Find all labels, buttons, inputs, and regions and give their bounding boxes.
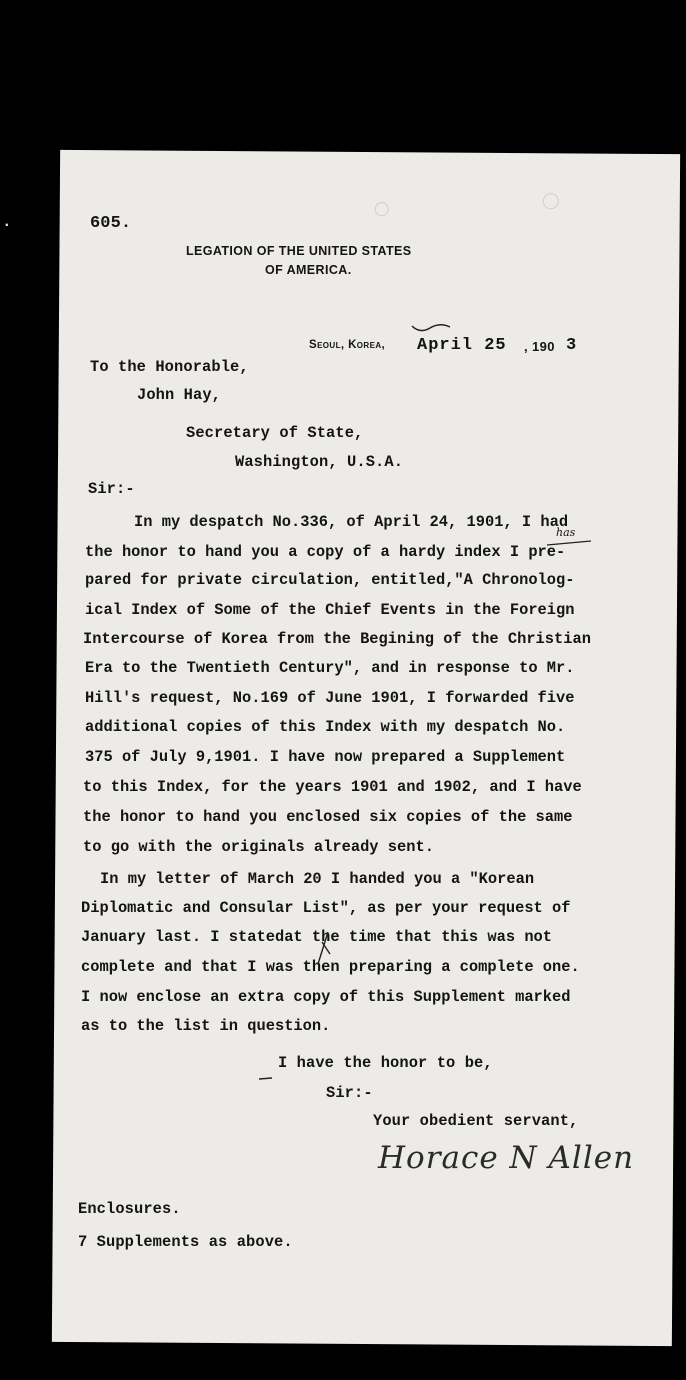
- insertion-mark: [308, 930, 336, 966]
- enclosures-label: Enclosures.: [78, 1200, 181, 1218]
- dateline-year-prefix: , 190: [524, 339, 555, 354]
- address-line1: To the Honorable,: [90, 358, 249, 376]
- body-line: ical Index of Some of the Chief Events in the Foreign: [85, 601, 575, 619]
- dateline-place: Seoul, Korea,: [309, 339, 386, 351]
- despatch-number: 605.: [90, 214, 132, 233]
- page-edge-mark: .: [2, 213, 12, 231]
- body-line: 375 of July 9,1901. I have now prepared a Supplement: [85, 748, 566, 766]
- body-line: I now enclose an extra copy of this Supplement marked: [81, 988, 571, 1006]
- closing-line1: I have the honor to be,: [278, 1054, 493, 1072]
- body-line: January last. I statedat the time that this was not: [81, 928, 553, 946]
- strike-mark: [545, 537, 595, 549]
- signature: Horace N Allen: [378, 1140, 635, 1176]
- body-line: complete and that I was then preparing a complete one.: [81, 958, 580, 976]
- letterhead-line1: LEGATION OF THE UNITED STATES: [186, 244, 412, 258]
- body-line: Hill's request, No.169 of June 1901, I forwarded five: [85, 689, 575, 707]
- body-line: In my despatch No.336, of April 24, 1901, I had: [134, 513, 569, 531]
- dateline-year-suffix: 3: [566, 336, 577, 355]
- body-line: Diplomatic and Consular List", as per your request of: [81, 899, 571, 917]
- body-line: to this Index, for the years 1901 and 1902, and I have: [83, 778, 582, 796]
- body-line: Intercourse of Korea from the Begining of the Christian: [83, 630, 591, 648]
- salutation: Sir:-: [88, 480, 135, 498]
- letterhead-line2: OF AMERICA.: [265, 263, 352, 277]
- body-line: additional copies of this Index with my despatch No.: [85, 718, 566, 736]
- body-line: as to the list in question.: [81, 1017, 331, 1035]
- address-line4: Washington, U.S.A.: [235, 453, 404, 471]
- address-line2: John Hay,: [137, 386, 222, 404]
- closing-line2: Sir:-: [326, 1084, 373, 1102]
- paper-speck: [543, 193, 559, 209]
- body-line: In my letter of March 20 I handed you a "Korean: [100, 870, 535, 888]
- body-line: Era to the Twentieth Century", and in response to Mr.: [85, 659, 575, 677]
- handwritten-annotation: has: [556, 526, 576, 539]
- body-line: pared for private circulation, entitled,"A Chronolog-: [85, 571, 575, 589]
- date-tick-mark: [410, 322, 452, 336]
- body-line: the honor to hand you enclosed six copies of the same: [83, 808, 573, 826]
- closing-line3: Your obedient servant,: [373, 1112, 579, 1130]
- body-line: the honor to hand you a copy of a hardy index I pre-: [85, 543, 566, 561]
- body-line: to go with the originals already sent.: [83, 838, 434, 856]
- enclosures-item: 7 Supplements as above.: [78, 1233, 293, 1251]
- paper-speck: [375, 202, 389, 216]
- dateline-date: April 25: [417, 336, 507, 355]
- dash-mark: [258, 1076, 274, 1082]
- address-line3: Secretary of State,: [186, 424, 364, 442]
